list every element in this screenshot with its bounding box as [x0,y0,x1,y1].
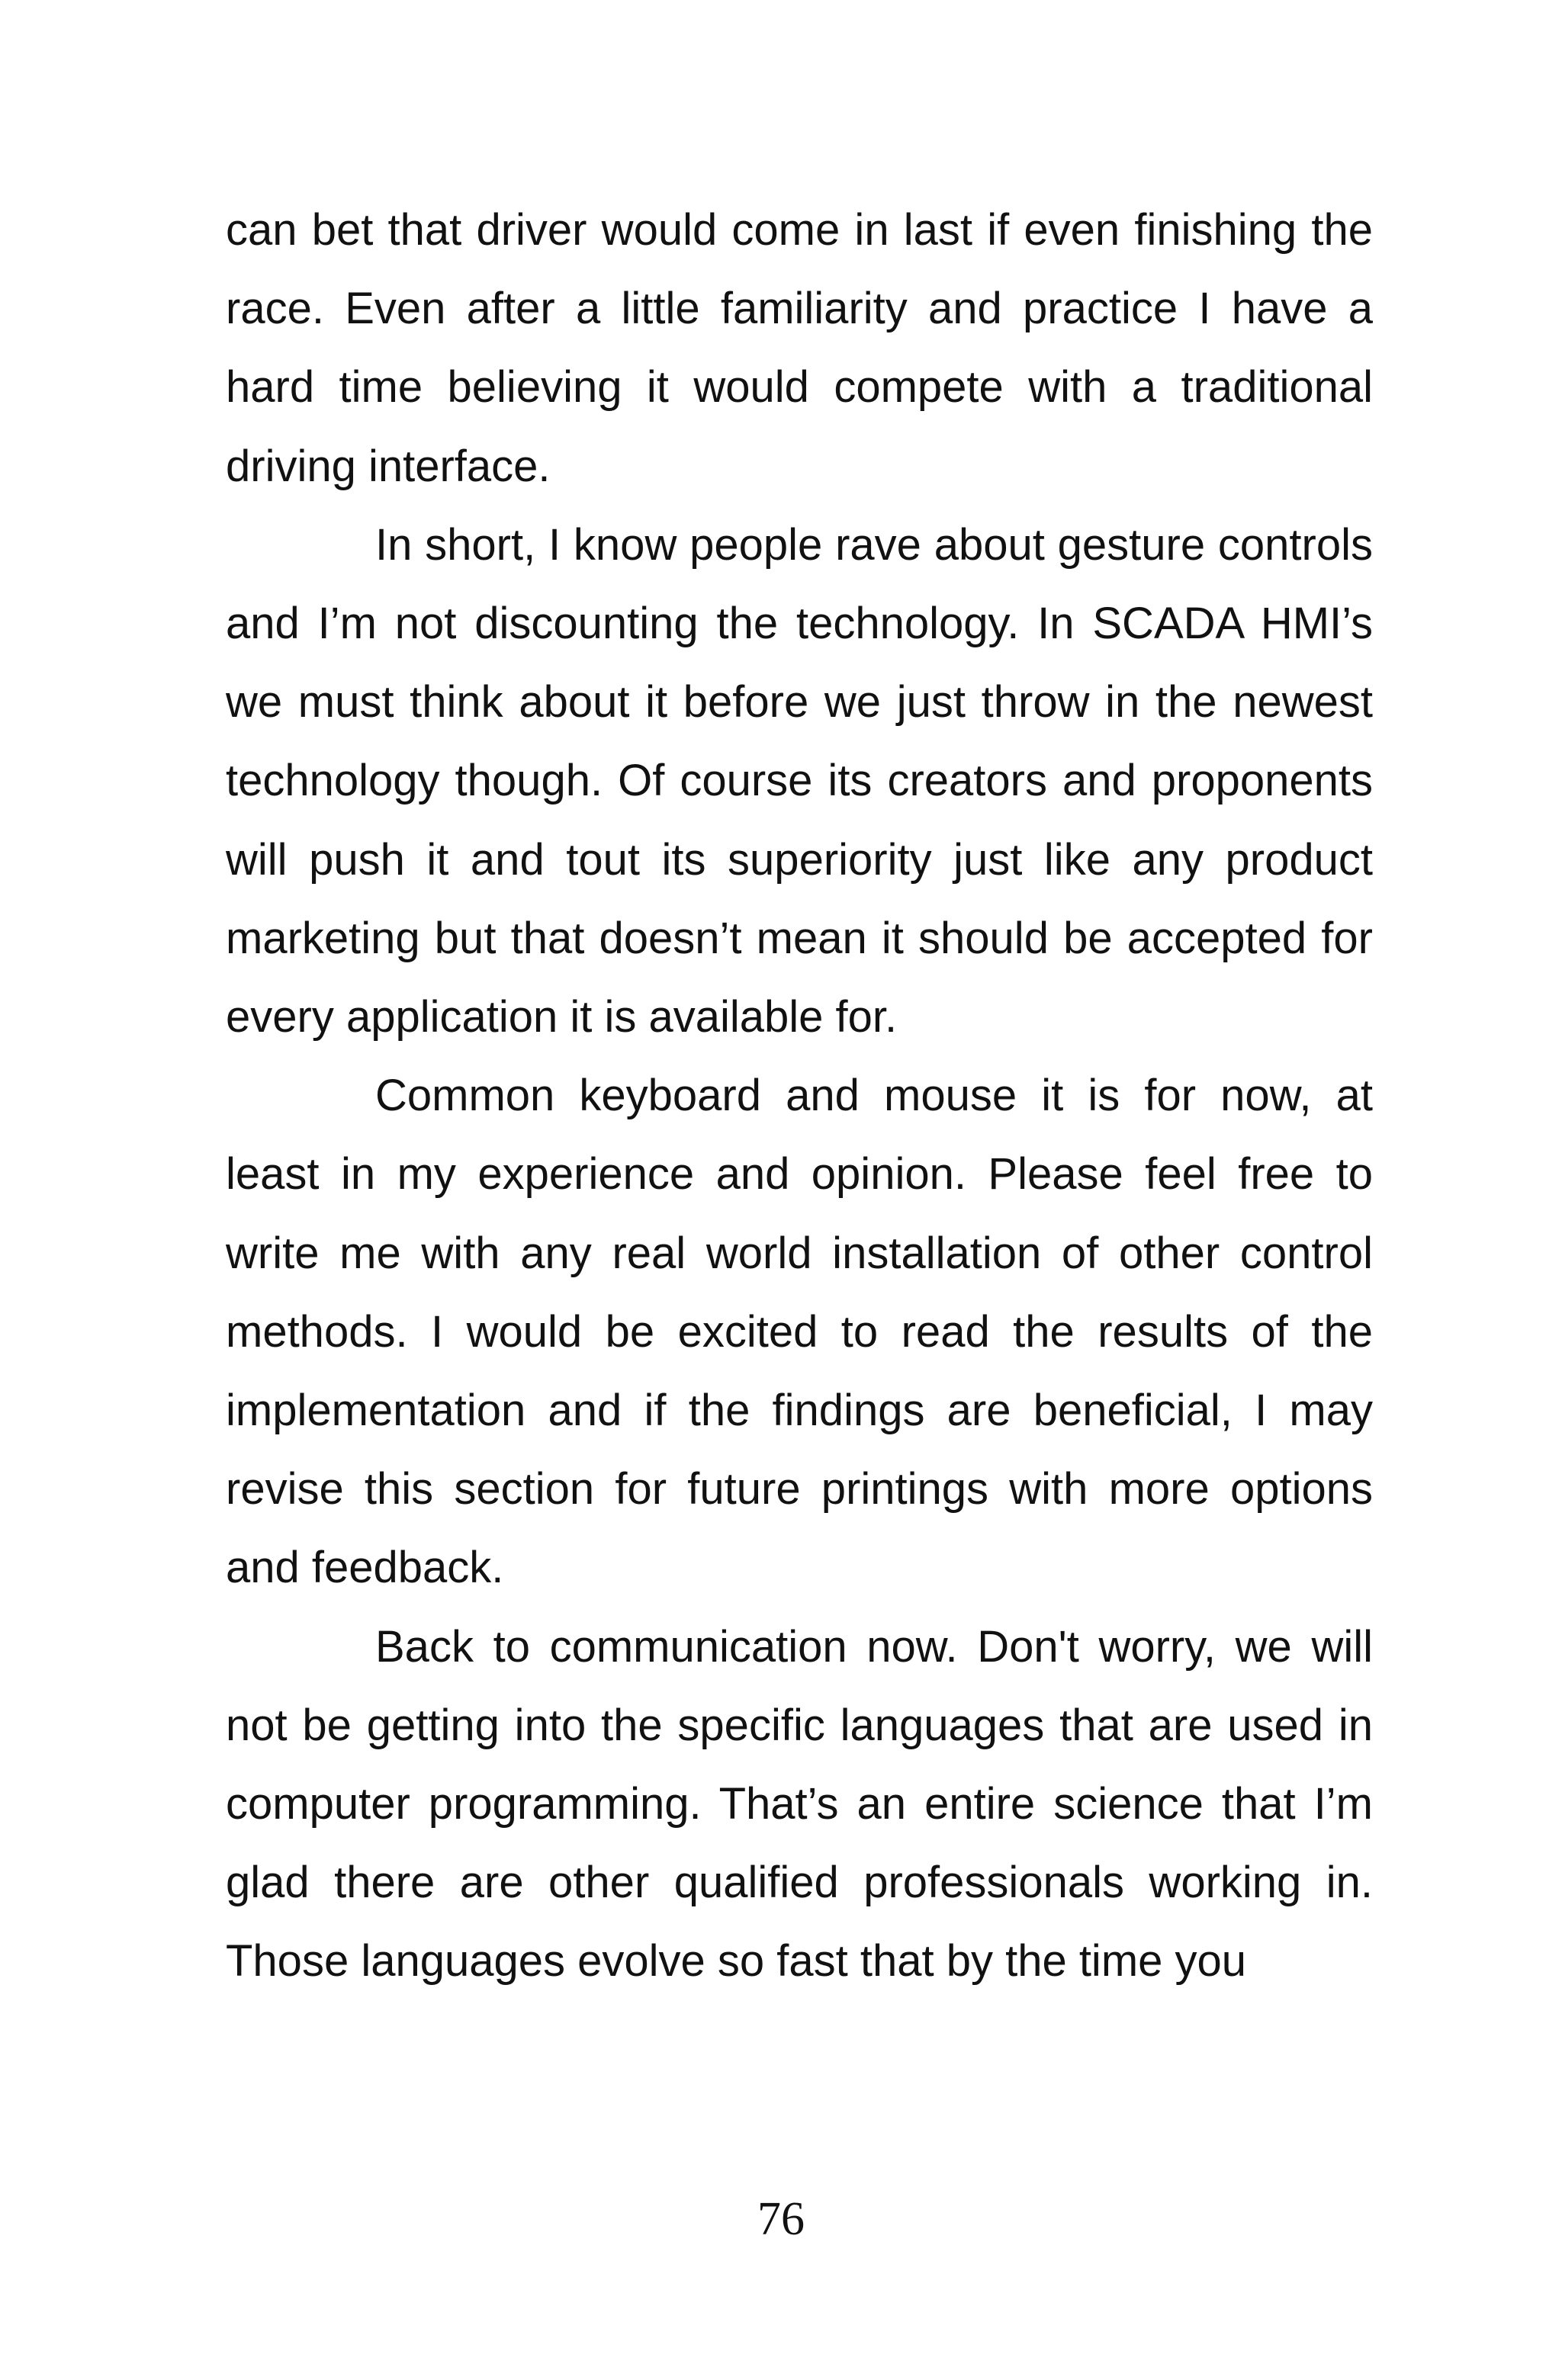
paragraph-continuation: can bet that driver would come in last if even finishing the race. Even after a little familiarity and practice I have a hard time believing it would compete with a traditional driving interface. [226,205,1373,491]
paragraph-gesture-controls: In short, I know people rave about gesture controls and I’m not discounting the technology. In SCADA HMI’s we must think about it before we just throw in the newest technology though. Of course its creators and proponents will push it and tout its superiority just like any product marketing but that doesn’t mean it should be accepted for every application it is available for. [226,519,1373,1042]
paragraph-communication: Back to communication now. Don't worry, we will not be getting into the specific languages that are used in computer programming. That’s an entire science that I’m glad there are other qualified professionals working in. Those languages evolve so fast that by the time you [226,1621,1373,1987]
page-number: 76 [757,2193,805,2245]
paragraph-keyboard-mouse: Common keyboard and mouse it is for now, at least in my experience and opinion. Please feel free to write me with any real world installation of other control methods. I would be excited to read the results of the implementation and if the findings are beneficial, I may revise this section for future printings with more options and feedback. [226,1071,1373,1593]
body-text [226,191,1373,2001]
